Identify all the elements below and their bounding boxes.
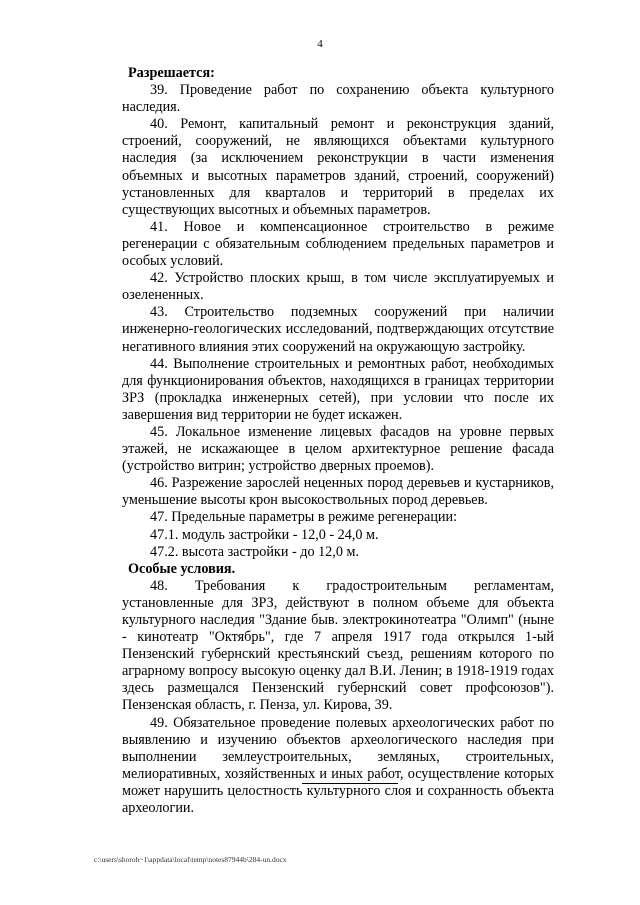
footer-file-path: c:\users\shoroh~1\appdata\local\temp\notes87944b\284-un.docx — [94, 855, 287, 864]
paragraph-47: 47. Предельные параметры в режиме регенерации: — [150, 509, 458, 526]
paragraph-47-2: 47.2. высота застройки - до 12,0 м. — [150, 543, 359, 560]
page-number: 4 — [317, 38, 323, 50]
paragraph-48: 48. Требования к градостроительным регламентам, установленные для ЗРЗ, действуют в полном объеме для объекта культурного наследия "Здание быв. электрокинотеатра "Олимп" (ныне - кинотеатр "Октябрь", где 7 апреля 1917 года открылся 1-ый Пензенский губернский крестьянский съезд, решениям которого по аграрному вопросу высокую оценку дал В.И. Ленин; в 1918-1919 годах здесь размещался Пензенский губернский совет профсоюзов"). Пензенская область, г. Пенза, ул. Кирова, 39. — [122, 577, 554, 714]
paragraph-42: 42. Устройство плоских крыш, в том числе эксплуатируемых и озелененных. — [122, 270, 554, 304]
paragraph-39: 39. Проведение работ по сохранению объекта культурного наследия. — [122, 82, 554, 116]
paragraph-44: 44. Выполнение строительных и ремонтных работ, необходимых для функционирования объектов, находящихся в границах территории ЗРЗ (прокладка инженерных сетей), при условии что после их завершения вид территории не будет искажен. — [122, 355, 554, 423]
paragraph-40: 40. Ремонт, капитальный ремонт и реконструкция зданий, строений, сооружений, не являющихся объектами культурного наследия (за исключением реконструкции в части изменения объемных и высотных параметров зданий, строений, сооружений) установленных для кварталов и территорий в пределах их существующих высотных и объемных параметров. — [122, 116, 554, 218]
paragraph-41: 41. Новое и компенсационное строительство в режиме регенерации с обязательным соблюдением предельных параметров и особых условий. — [122, 218, 554, 270]
paragraph-45: 45. Локальное изменение лицевых фасадов на уровне первых этажей, не искажающее в целом архитектурное решение фасада (устройство витрин; устройство дверных проемов). — [122, 423, 554, 475]
document-body — [122, 65, 554, 817]
section-heading-allowed: Разрешается: — [128, 65, 215, 81]
paragraph-49: 49. Обязательное проведение полевых археологических работ по выявлению и изучению объектов археологического наследия при выполнении землеустроительных, земляных, строительных, мелиоративных, хозяйственных и иных работ, осуществление которых может нарушить целостность культурного слоя и сохранность объекта археологии. — [122, 714, 554, 817]
end-separator-line — [302, 783, 398, 784]
paragraph-43: 43. Строительство подземных сооружений при наличии инженерно-геологических исследований, подтверждающих отсутствие негативного влияния этих сооружений на окружающую застройку. — [122, 304, 554, 355]
section-heading-special-conditions: Особые условия. — [128, 560, 236, 577]
paragraph-46: 46. Разрежение зарослей неценных пород деревьев и кустарников, уменьшение высоты крон высокоствольных пород деревьев. — [122, 475, 554, 509]
paragraph-47-1: 47.1. модуль застройки - 12,0 - 24,0 м. — [150, 526, 379, 543]
